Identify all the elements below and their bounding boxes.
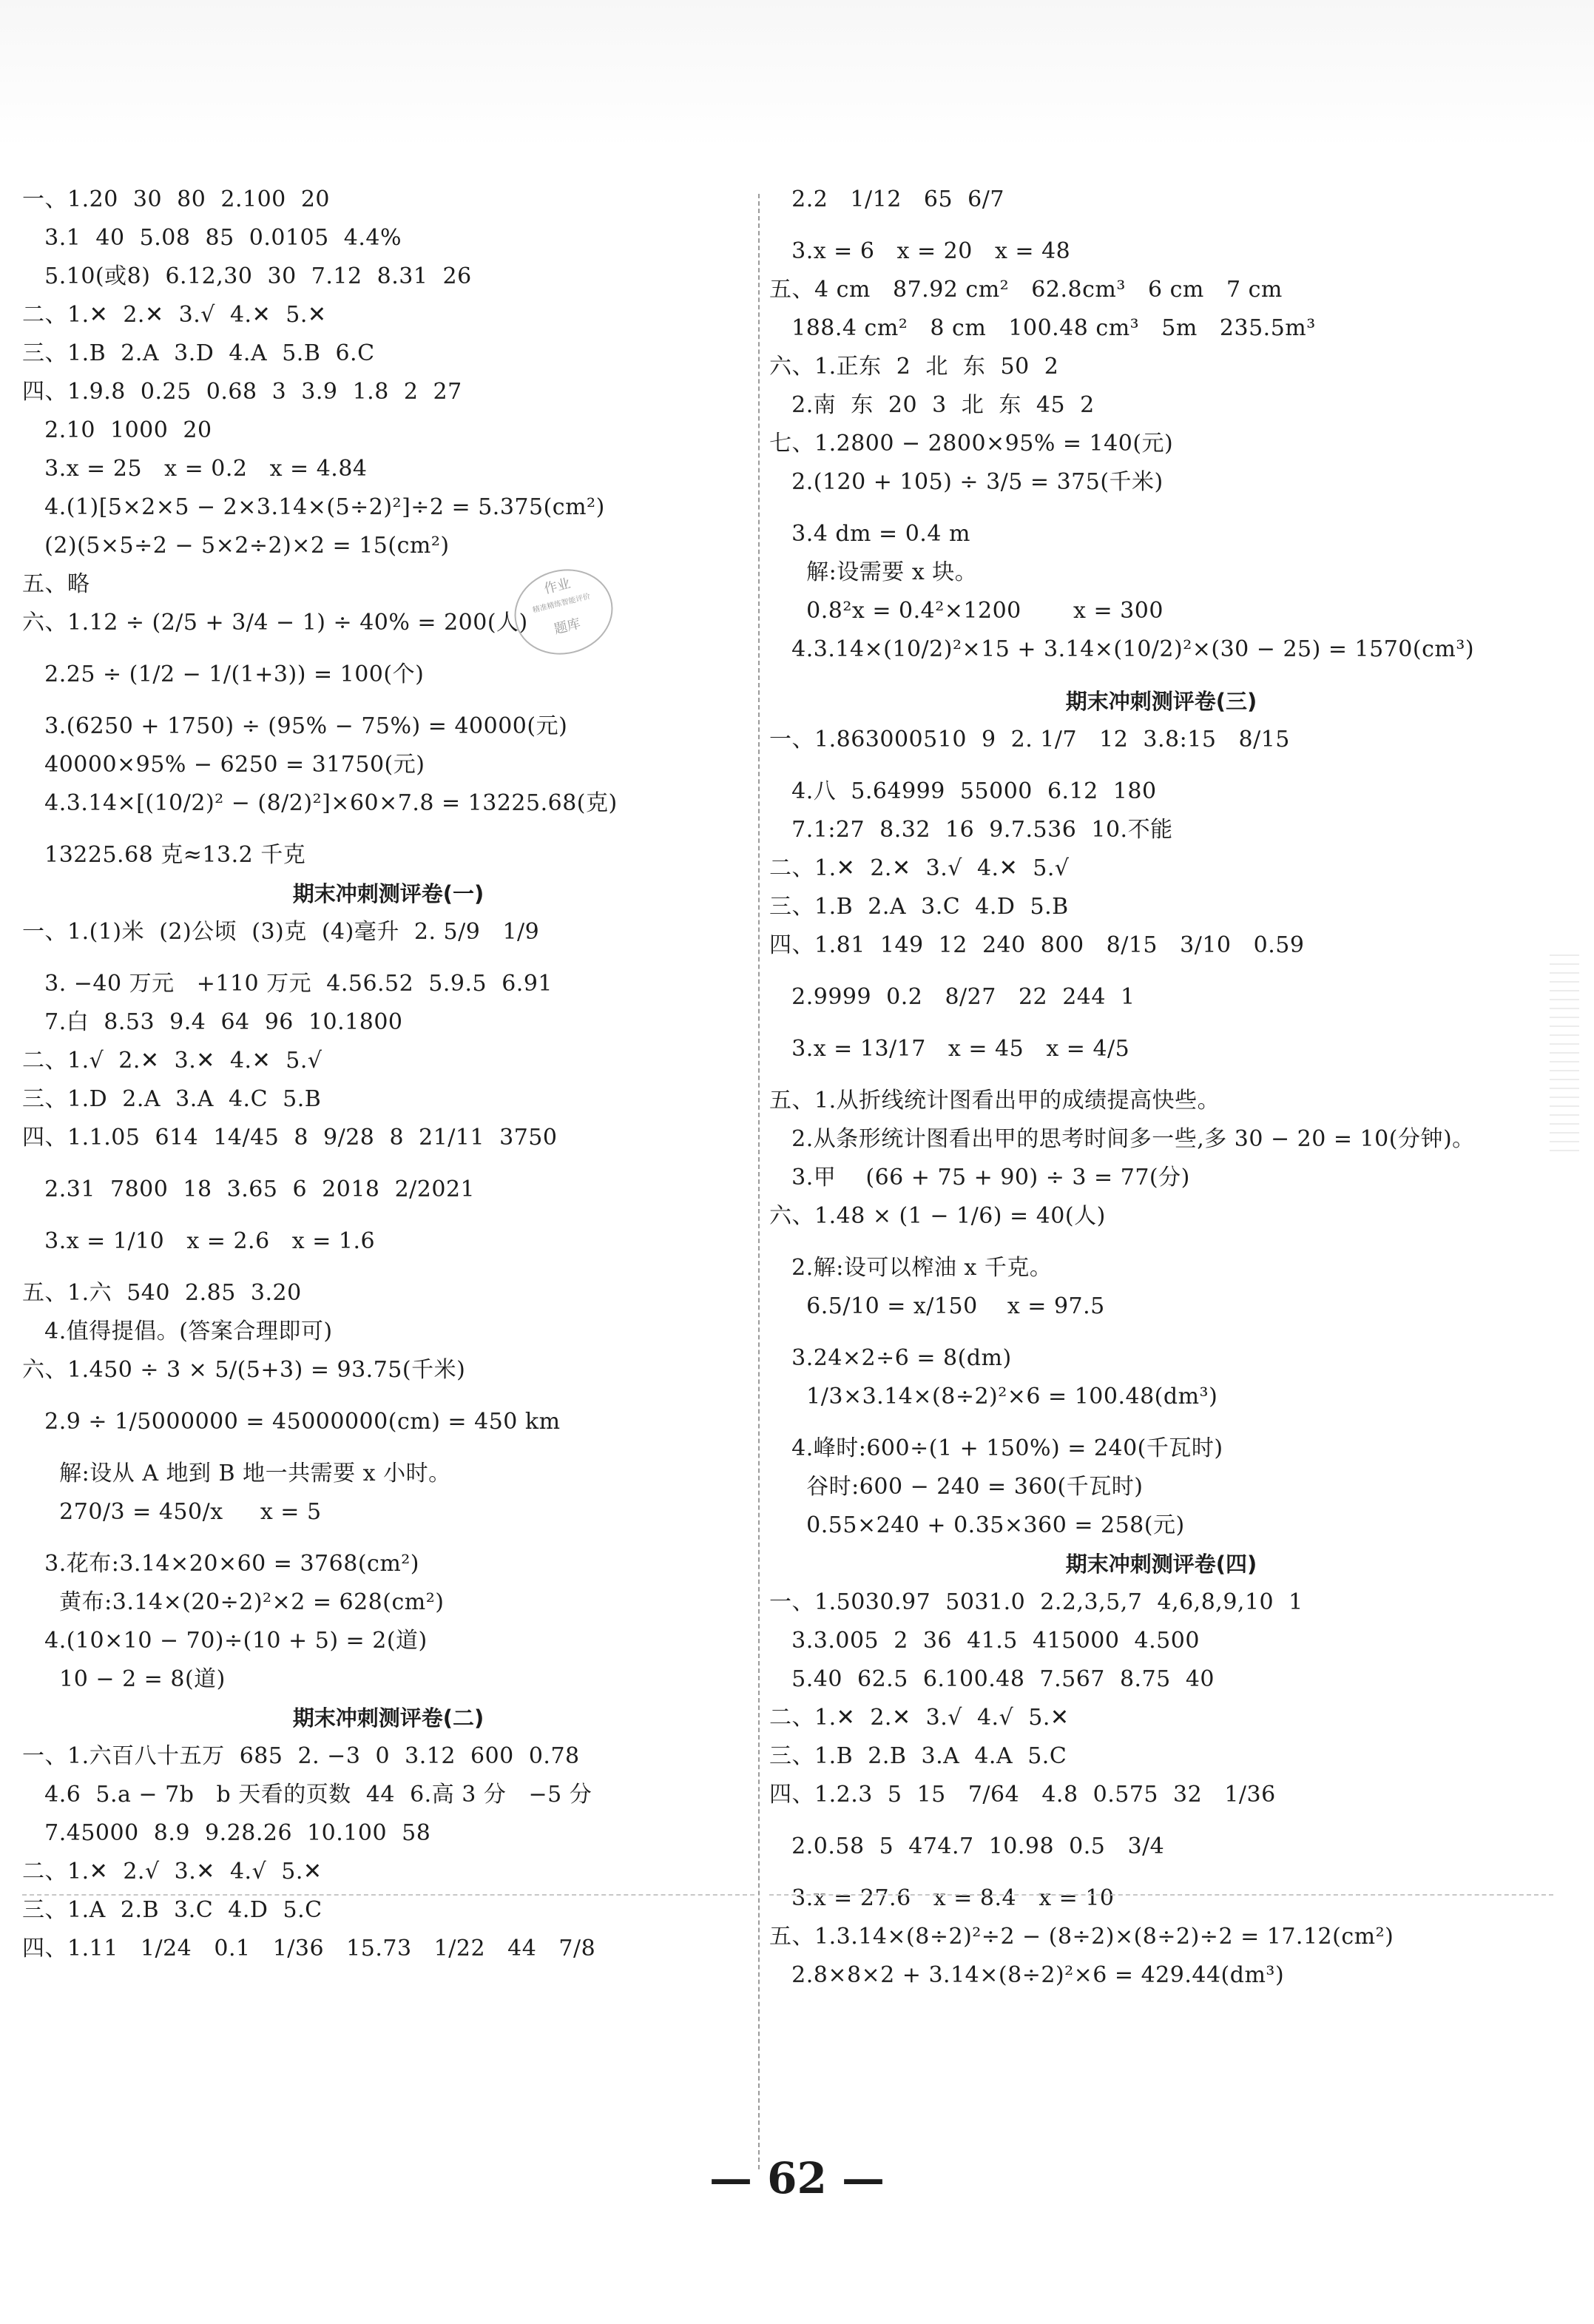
answer-line: 4.(10×10 − 70)÷(10 + 5) = 2(道): [22, 1628, 428, 1654]
answer-line: (2)(5×5÷2 − 5×2÷2)×2 = 15(cm²): [22, 533, 450, 559]
answer-line: 4.3.14×(10/2)²×15 + 3.14×(10/2)²×(30 − 25) = 1570(cm³): [769, 636, 1475, 662]
answer-line: 二、1.✕ 2.✕ 3.√ 4.✕ 5.✕: [22, 302, 327, 328]
answer-line: 2.从条形统计图看出甲的思考时间多一些,多 30 − 20 = 10(分钟)。: [769, 1126, 1475, 1152]
answer-line: 3.甲 (66 + 75 + 90) ÷ 3 = 77(分): [769, 1165, 1190, 1190]
answer-line: 40000×95% − 6250 = 31750(元): [22, 752, 425, 778]
answer-line: 4.峰时:600÷(1 + 150%) = 240(千瓦时): [769, 1435, 1223, 1461]
answer-line: 黄布:3.14×(20÷2)²×2 = 628(cm²): [22, 1589, 445, 1615]
answer-line: 6.5/10 = x/150 x = 97.5: [769, 1293, 1105, 1319]
answer-line: 3.24×2÷6 = 8(dm): [769, 1345, 1012, 1371]
answer-line: 5.40 62.5 6.100.48 7.567 8.75 40: [769, 1666, 1215, 1692]
answer-line: 一、1.(1)米 (2)公顷 (3)克 (4)毫升 2. 5/9 1/9: [22, 919, 540, 945]
answer-line: 五、4 cm 87.92 cm² 62.8cm³ 6 cm 7 cm: [769, 277, 1283, 303]
answer-line: 一、1.863000510 9 2. 1/7 12 3.8:15 8/15: [769, 727, 1290, 752]
answer-line: 270/3 = 450/x x = 5: [22, 1499, 322, 1525]
answer-line: 2.25 ÷ (1/2 − 1/(1+3)) = 100(个): [22, 661, 425, 687]
answer-line: 3.x = 27.6 x = 8.4 x = 10: [769, 1885, 1115, 1911]
answer-line: 五、1.六 540 2.85 3.20: [22, 1280, 302, 1306]
answer-line: 四、1.9.8 0.25 0.68 3 3.9 1.8 2 27: [22, 379, 462, 405]
answer-line: 4.3.14×[(10/2)² − (8/2)²]×60×7.8 = 13225.68(克): [22, 790, 618, 816]
answer-line: 2.2 1/12 65 6/7: [769, 186, 1004, 212]
answer-line: 4.(1)[5×2×5 − 2×3.14×(5÷2)²]÷2 = 5.375(cm²): [22, 494, 605, 520]
stamp-footer: 题库: [552, 616, 582, 638]
answer-line: 四、1.2.3 5 15 7/64 4.8 0.575 32 1/36: [769, 1782, 1276, 1808]
answer-line: 188.4 cm² 8 cm 100.48 cm³ 5m 235.5m³: [769, 315, 1316, 341]
answer-line: 1/3×3.14×(8÷2)²×6 = 100.48(dm³): [769, 1384, 1218, 1409]
answer-line: 7.1:27 8.32 16 9.7.536 10.不能: [769, 817, 1173, 843]
answer-line: 2.解:设可以榨油 x 千克。: [769, 1255, 1053, 1281]
answer-line: 3.x = 25 x = 0.2 x = 4.84: [22, 456, 368, 482]
answer-line: 2.31 7800 18 3.65 6 2018 2/2021: [22, 1176, 476, 1202]
page-number: — 62 —: [709, 2153, 885, 2203]
answer-line: 七、1.2800 − 2800×95% = 140(元): [769, 431, 1174, 457]
column-divider: [758, 194, 760, 2169]
answer-line: 五、1.从折线统计图看出甲的成绩提高快些。: [769, 1088, 1220, 1114]
answer-line: 2.(120 + 105) ÷ 3/5 = 375(千米): [769, 469, 1164, 495]
answer-line: 7.白 8.53 9.4 64 96 10.1800: [22, 1009, 403, 1035]
answer-line: 一、1.5030.97 5031.0 2.2,3,5,7 4,6,8,9,10 1: [769, 1589, 1303, 1615]
answer-line: 四、1.11 1/24 0.1 1/36 15.73 1/22 44 7/8: [22, 1936, 596, 1961]
answer-line: 5.10(或8) 6.12,30 30 7.12 8.31 26: [22, 263, 472, 289]
answer-line: 4.值得提倡。(答案合理即可): [22, 1318, 333, 1344]
answer-line: 二、1.✕ 2.✕ 3.√ 4.√ 5.✕: [769, 1705, 1070, 1731]
answer-line: 3.3.005 2 36 41.5 415000 4.500: [769, 1628, 1200, 1654]
answer-line: 3.(6250 + 1750) ÷ (95% − 75%) = 40000(元): [22, 713, 568, 739]
answer-line: 三、1.A 2.B 3.C 4.D 5.C: [22, 1897, 322, 1923]
page-header-shade: [0, 0, 1594, 148]
answer-line: 2.9 ÷ 1/5000000 = 45000000(cm) = 450 km: [22, 1409, 561, 1435]
answer-line: 六、1.正东 2 北 东 50 2: [769, 354, 1059, 380]
answer-line: 2.南 东 20 3 北 东 45 2: [769, 392, 1095, 418]
answer-line: 0.8²x = 0.4²×1200 x = 300: [769, 598, 1164, 624]
answer-line: 三、1.B 2.B 3.A 4.A 5.C: [769, 1743, 1067, 1769]
footer-rule-left: [22, 1894, 754, 1896]
answer-line: 10 − 2 = 8(道): [22, 1666, 226, 1692]
answer-line: 3.花布:3.14×20×60 = 3768(cm²): [22, 1551, 419, 1577]
answer-line: 3.4 dm = 0.4 m: [769, 521, 970, 547]
answer-line: 解:设从 A 地到 B 地一共需要 x 小时。: [22, 1461, 451, 1486]
answer-line: 13225.68 克≈13.2 千克: [22, 842, 306, 868]
answer-line: 六、1.12 ÷ (2/5 + 3/4 − 1) ÷ 40% = 200(人): [22, 610, 528, 636]
stamp-title: 作业: [542, 576, 573, 598]
section-heading: 期末冲刺测评卷(二): [292, 1705, 484, 1731]
answer-line: 3.1 40 5.08 85 0.0105 4.4%: [22, 225, 402, 251]
answer-line: 五、略: [22, 571, 90, 597]
answer-line: 二、1.√ 2.✕ 3.✕ 4.✕ 5.√: [22, 1048, 322, 1074]
answer-line: 一、1.六百八十五万 685 2. −3 0 3.12 600 0.78: [22, 1743, 580, 1769]
answer-line: 7.45000 8.9 9.28.26 10.100 58: [22, 1820, 431, 1846]
answer-line: 0.55×240 + 0.35×360 = 258(元): [769, 1512, 1185, 1538]
answer-line: 4.八 5.64999 55000 6.12 180: [769, 778, 1157, 804]
answer-line: 四、1.81 149 12 240 800 8/15 3/10 0.59: [769, 932, 1305, 958]
answer-line: 五、1.3.14×(8÷2)²÷2 − (8÷2)×(8÷2)÷2 = 17.12(cm²): [769, 1924, 1394, 1950]
answer-line: 2.0.58 5 474.7 10.98 0.5 3/4: [769, 1833, 1165, 1859]
answer-line: 六、1.450 ÷ 3 × 5/(5+3) = 93.75(千米): [22, 1357, 466, 1383]
answer-line: 二、1.✕ 2.✕ 3.√ 4.✕ 5.√: [769, 855, 1070, 881]
section-heading: 期末冲刺测评卷(一): [292, 881, 484, 906]
answer-line: 3.x = 13/17 x = 45 x = 4/5: [769, 1036, 1130, 1062]
answer-line: 3.x = 1/10 x = 2.6 x = 1.6: [22, 1228, 376, 1254]
section-heading: 期末冲刺测评卷(三): [1065, 689, 1257, 714]
answer-line: 三、1.B 2.A 3.C 4.D 5.B: [769, 894, 1069, 920]
answer-line: 2.9999 0.2 8/27 22 244 1: [769, 984, 1135, 1010]
homework-stamp: [505, 559, 622, 664]
answer-line: 2.10 1000 20: [22, 417, 212, 443]
answer-line: 3.x = 6 x = 20 x = 48: [769, 238, 1071, 264]
answer-line: 2.8×8×2 + 3.14×(8÷2)²×6 = 429.44(dm³): [769, 1962, 1285, 1988]
answer-line: 四、1.1.05 614 14/45 8 9/28 8 21/11 3750: [22, 1125, 558, 1151]
answer-line: 4.6 5.a − 7b b 天看的页数 44 6.高 3 分 −5 分: [22, 1782, 592, 1808]
answer-line: 解:设需要 x 块。: [769, 559, 978, 585]
answer-line: 六、1.48 × (1 − 1/6) = 40(人): [769, 1203, 1106, 1229]
answer-line: 三、1.D 2.A 3.A 4.C 5.B: [22, 1086, 322, 1112]
answer-line: 谷时:600 − 240 = 360(千瓦时): [769, 1474, 1144, 1500]
answer-line: 3. −40 万元 +110 万元 4.56.52 5.9.5 6.91: [22, 971, 553, 997]
section-heading: 期末冲刺测评卷(四): [1065, 1552, 1257, 1577]
answer-line: 二、1.✕ 2.√ 3.✕ 4.√ 5.✕: [22, 1859, 322, 1885]
binding-marks: [1550, 947, 1579, 1154]
footer-rule-right: [769, 1894, 1553, 1896]
answer-line: 三、1.B 2.A 3.D 4.A 5.B 6.C: [22, 340, 375, 366]
answer-line: 一、1.20 30 80 2.100 20: [22, 186, 330, 212]
stamp-subtitle: 精准精练智能评价: [532, 592, 592, 615]
